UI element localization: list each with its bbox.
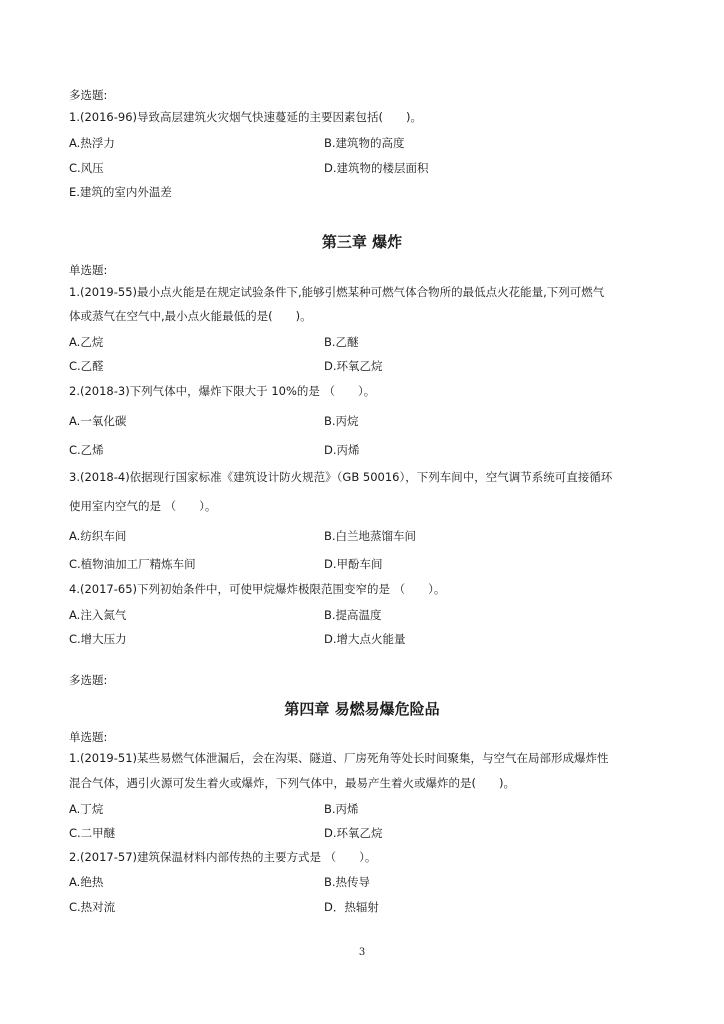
question-text: 4.(2017-65)下列初始条件中，可使甲烷爆炸极限范围变窄的是 （ ）。: [69, 582, 446, 596]
option: B.丙烯: [324, 802, 359, 816]
question-text: 1.(2016-96)导致高层建筑火灾烟气快速蔓延的主要因素包括( )。: [69, 110, 422, 124]
option: A.注入氮气: [69, 608, 127, 622]
chapter-title: 第四章 易燃易爆危险品: [284, 700, 440, 718]
option: A.热浮力: [69, 136, 115, 150]
option: C.二甲醚: [69, 826, 116, 840]
section-label-single: 单选题:: [69, 263, 108, 277]
option: C.热对流: [69, 900, 116, 914]
question-text: 混合气体，遇引火源可发生着火或爆炸，下列气体中，最易产生着火或爆炸的是( )。: [69, 776, 515, 790]
option: C.乙烯: [69, 443, 104, 457]
option: C.乙醛: [69, 359, 104, 373]
section-label-single: 单选题:: [69, 730, 108, 744]
option: A.乙烷: [69, 335, 104, 349]
option: B.乙醚: [324, 335, 359, 349]
option: B.提高温度: [324, 608, 382, 622]
option: D.建筑物的楼层面积: [324, 161, 429, 175]
option: A.纺织车间: [69, 529, 127, 543]
option: C.植物油加工厂精炼车间: [69, 557, 196, 571]
option: C.增大压力: [69, 632, 127, 646]
option: D.甲酚车间: [324, 557, 383, 571]
option: B.白兰地蒸馏车间: [324, 529, 417, 543]
option: A.一氧化碳: [69, 414, 127, 428]
option: D.环氧乙烷: [324, 826, 383, 840]
section-label-multi: 多选题:: [69, 673, 108, 687]
section-label-multi: 多选题:: [69, 88, 108, 102]
question-text: 1.(2019-51)某些易燃气体泄漏后，会在沟渠、隧道、厂房死角等处长时间聚集，与空气在局部形成爆炸性: [69, 751, 609, 765]
option: E.建筑的室内外温差: [69, 185, 172, 199]
option: B.丙烷: [324, 414, 359, 428]
question-text: 使用室内空气的是 （ ）。: [69, 499, 217, 513]
chapter-title: 第三章 爆炸: [321, 233, 403, 251]
option: A.丁烷: [69, 802, 104, 816]
option: D．热辐射: [324, 900, 379, 914]
question-text: 2.(2017-57)建筑保温材料内部传热的主要方式是 （ ）。: [69, 850, 377, 864]
question-text: 2.(2018-3)下列气体中，爆炸下限大于 10%的是 （ ）。: [69, 384, 376, 398]
page-number: 3: [358, 947, 366, 958]
question-text: 1.(2019-55)最小点火能是在规定试验条件下,能够引燃某种可燃气体合物所的最低点火花能量,下列可燃气: [69, 285, 605, 299]
option: B.热传导: [324, 875, 371, 889]
option: C.风压: [69, 161, 104, 175]
question-text: 3.(2018-4)依据现行国家标准《建筑设计防火规范》（GB 50016），下列车间中，空气调节系统可直接循环: [69, 470, 613, 484]
option: B.建筑物的高度: [324, 136, 405, 150]
option: D.丙烯: [324, 443, 360, 457]
question-text: 体或蒸气在空气中,最小点火能最低的是( )。: [69, 309, 312, 323]
option: D.环氧乙烷: [324, 359, 383, 373]
option: A.绝热: [69, 875, 104, 889]
option: D.增大点火能量: [324, 632, 406, 646]
